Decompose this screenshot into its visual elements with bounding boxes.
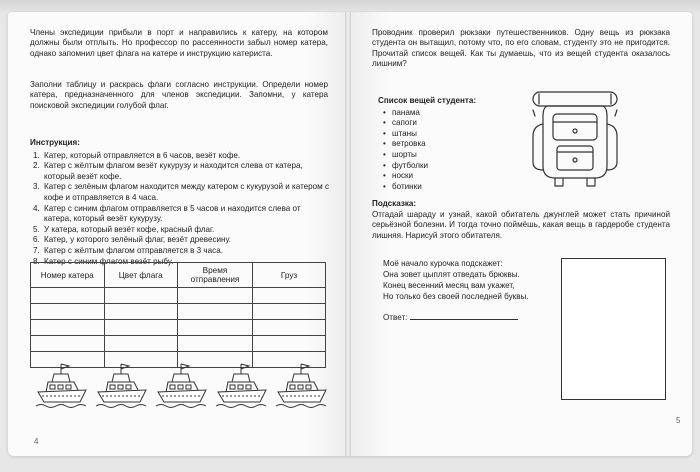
list-item: • носки (392, 171, 476, 182)
table-cell[interactable] (253, 320, 326, 336)
boats-illustration (30, 360, 330, 410)
table-cell[interactable] (104, 304, 177, 320)
instruction-item: 1. Катер, который отправляется в 6 часов, везёт кофе. (42, 151, 330, 162)
list-item: • ветровка (392, 139, 476, 150)
instructions-block (30, 138, 330, 267)
instruction-item: 7. Катер с жёлтым флагом отправляется в 3 часа. (42, 246, 330, 257)
drawing-box[interactable] (561, 258, 666, 400)
instruction-list (30, 151, 330, 268)
table-header: Цвет флага (104, 263, 177, 288)
table-row (31, 288, 326, 304)
table-cell[interactable] (177, 336, 252, 352)
poem-line: Моё начало курочка подскажет: (383, 259, 503, 268)
backpack-icon (525, 86, 625, 190)
instruction-item: 6. Катер, у которого зелёный флаг, везёт древесину. (42, 235, 330, 246)
left-intro-text: Члены экспедиции прибыли в порт и направились к катеру, на котором должны были отплыть. Но профессор по рассеянности забыл номер катера, однако запомнил цвет флага на катере и инструкцию катериста. (30, 28, 328, 58)
items-heading: Список вещей студента: (378, 96, 477, 105)
student-items (378, 96, 476, 192)
instruction-item: 4. Катер с синим флагом отправляется в 5 часов и находится слева от катера, который везёт кукурузу. (42, 204, 330, 225)
table-cell[interactable] (104, 336, 177, 352)
answer-label: Ответ: (383, 313, 408, 322)
answer-row (383, 311, 529, 323)
table-row (31, 304, 326, 320)
instruction-item: 3. Катер с зелёным флагом находится между катером с кукурузой и катером с кофе и отправляется в 4 часа. (42, 182, 330, 203)
list-item: • сапоги (392, 118, 476, 129)
table-cell[interactable] (253, 336, 326, 352)
boat-icon (216, 364, 266, 408)
table-cell[interactable] (104, 288, 177, 304)
table-cell[interactable] (253, 304, 326, 320)
poem-line: Конец весенний месяц вам укажет, (383, 281, 515, 290)
table-header: Груз (253, 263, 326, 288)
table-cell[interactable] (104, 320, 177, 336)
right-intro-text: Проводник проверил рюкзаки путешественников. Одну вещь из рюкзака студента он вытащил, потому что, по его словам, студенту это не пригодится. Прочитай список вещей. Как ты думаешь, что из вещей студента оказалось лишним? (372, 28, 670, 69)
list-item: • футболки (392, 161, 476, 172)
poem-line: Но только без своей последней буквы. (383, 292, 529, 301)
list-item: • панама (392, 108, 476, 119)
table-row (31, 336, 326, 352)
table-cell[interactable] (31, 304, 105, 320)
instruction-item: 8. Катер с синим флагом везёт рыбу. (42, 257, 330, 268)
instruction-heading: Инструкция: (30, 138, 80, 147)
list-item: • шорты (392, 150, 476, 161)
hint-text: Отгадай шараду и узнай, какой обитатель джунглей может стать причиной серьёзной болезни. И тогда точно поймёшь, какая вещь в гардеробе студента лишняя. Нарисуй этого обитателя. (372, 210, 670, 240)
table-cell[interactable] (31, 320, 105, 336)
list-item: • штаны (392, 129, 476, 140)
table-cell[interactable] (31, 336, 105, 352)
poem-line: Она зовет цыплят отведать брюквы. (383, 270, 520, 279)
items-list (378, 108, 476, 193)
boat-icon (36, 364, 86, 408)
hint-heading: Подсказка: (372, 199, 417, 208)
boat-icon (156, 364, 206, 408)
riddle-poem (383, 258, 529, 323)
instruction-item: 2. Катер с жёлтым флагом везёт кукурузу и находится слева от катера, который везёт кофе. (42, 161, 330, 182)
boat-table (30, 262, 326, 368)
list-item: • ботинки (392, 182, 476, 193)
boat-icon (96, 364, 146, 408)
table-header: Время отправления (177, 263, 252, 288)
table-cell[interactable] (177, 288, 252, 304)
book-spine (345, 12, 351, 456)
left-task-text: Заполни таблицу и раскрась флаги согласно инструкции. Определи номер катера, предназначенного для членов экспедиции. Запомни, у катера поисковой экспедиции голубой флаг. (30, 80, 328, 110)
table-cell[interactable] (31, 288, 105, 304)
table-row (31, 320, 326, 336)
table-header: Номер катера (31, 263, 105, 288)
table-cell[interactable] (177, 320, 252, 336)
answer-input-line[interactable] (410, 311, 518, 320)
instruction-item: 5. У катера, который везёт кофе, красный флаг. (42, 225, 330, 236)
table-body (31, 288, 326, 368)
table-cell[interactable] (177, 304, 252, 320)
page-number-left: 4 (34, 437, 39, 446)
boat-icon (276, 364, 326, 408)
table-cell[interactable] (253, 288, 326, 304)
page-number-right: 5 (676, 416, 681, 425)
